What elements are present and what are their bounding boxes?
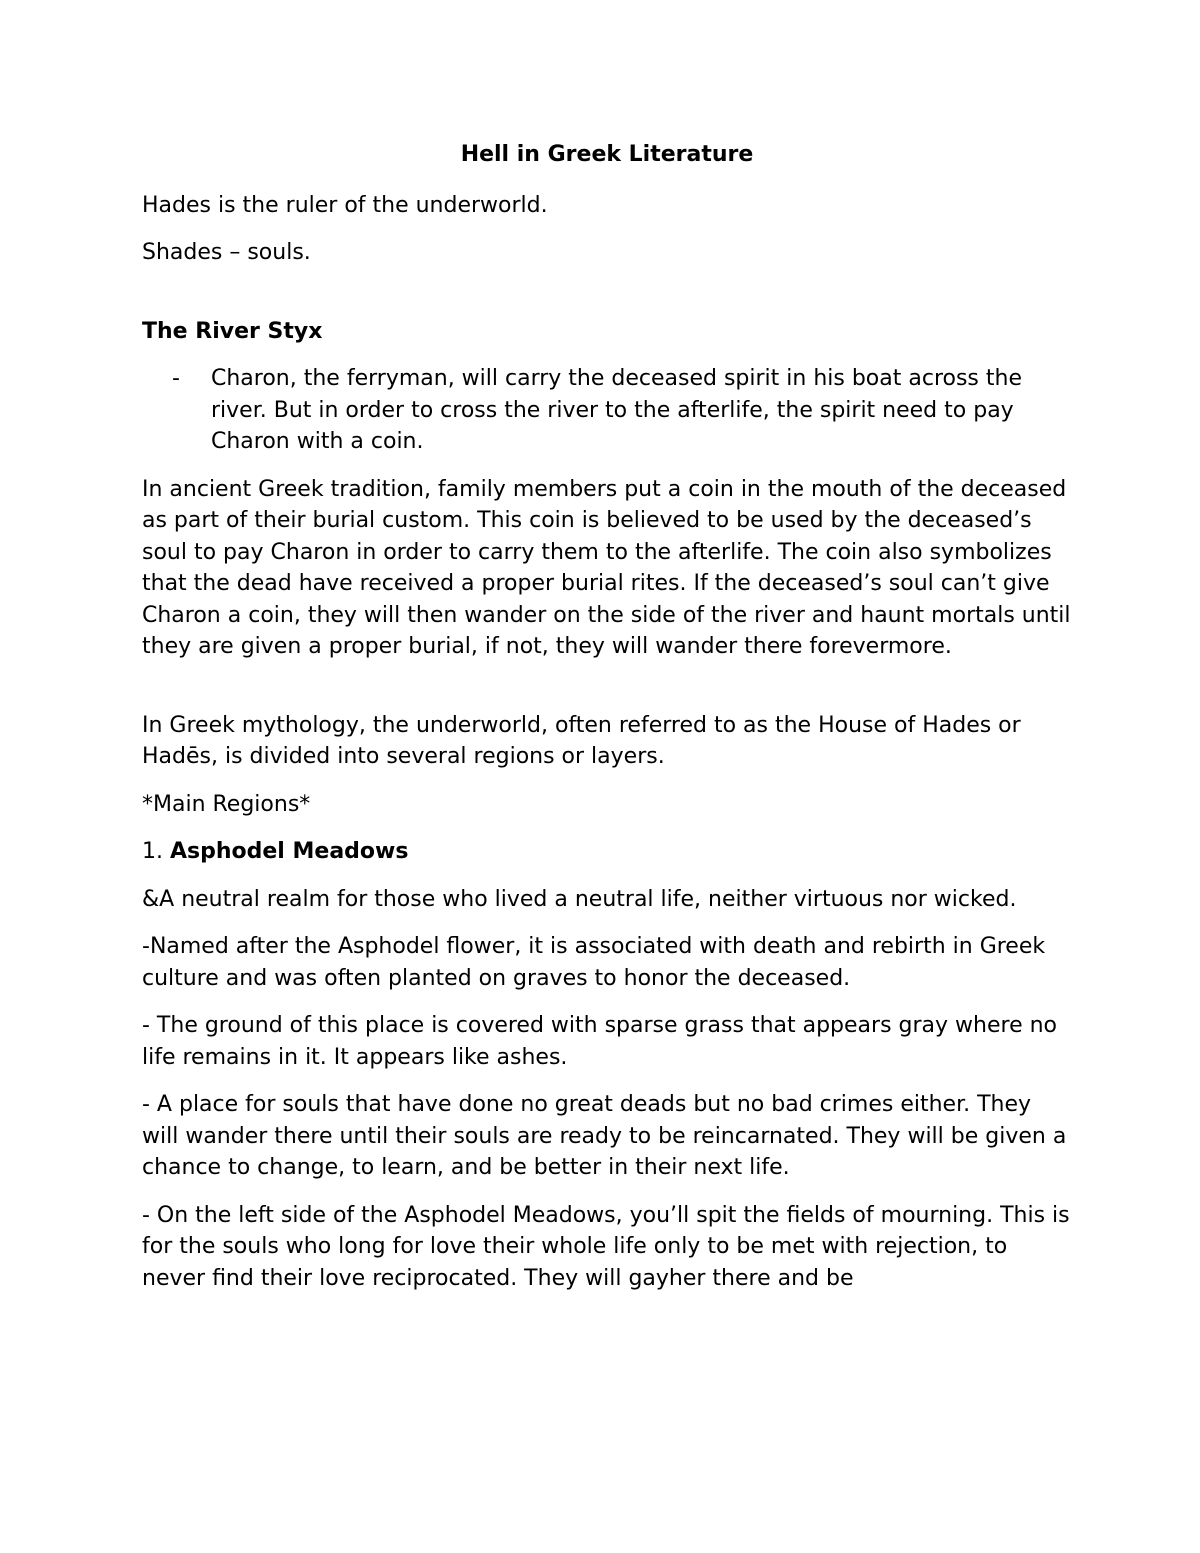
blank-line — [142, 679, 1072, 710]
region-point-4: - A place for souls that have done no great deads but no bad crimes either. They will wander there until their souls are ready to be reincarnated. They will be given a chance to change, to learn, and be better in their next life. — [142, 1092, 1067, 1180]
main-regions-label: *Main Regions* — [142, 791, 311, 817]
list-item — [142, 363, 1072, 458]
intro-paragraph-1: Hades is the ruler of the underworld. — [142, 192, 548, 218]
region-point-3: - The ground of this place is covered with sparse grass that appears gray where no life remains in it. It appears like ashes. — [142, 1013, 1058, 1070]
region-point-5: - On the left side of the Asphodel Meadows, you’ll spit the fields of mourning. This is for the souls who long for love their whole life only to be met with rejection, to never find their love reciprocated. They will gayher there and be — [142, 1202, 1070, 1291]
paragraph-underworld-intro: In Greek mythology, the underworld, often referred to as the House of Hades or Hadēs, is divided into several regions or layers. — [142, 712, 1021, 769]
region-number: 1. — [142, 839, 170, 864]
document-title: Hell in Greek Literature — [460, 142, 754, 167]
bullet-marker: - — [172, 366, 180, 391]
region-point-1: &A neutral realm for those who lived a neutral life, neither virtuous nor wicked. — [142, 886, 1017, 912]
document-body — [142, 139, 1072, 1310]
region-name: Asphodel Meadows — [169, 839, 409, 864]
region-heading-asphodel — [142, 836, 1072, 868]
paragraph-burial-custom: In ancient Greek tradition, family members put a coin in the mouth of the deceased as part of their burial custom. This coin is believed to be used by the deceased’s soul to pay Charon in order to carry them to the afterlife. The coin also symbolizes that the dead have received a proper burial rites. If the deceased’s soul can’t give Charon a coin, they will then wander on the side of the river and haunt mortals until they are given a proper burial, if not, they will wander there forevermore. — [142, 476, 1071, 659]
region-point-2: -Named after the Asphodel flower, it is associated with death and rebirth in Greek culture and was often planted on graves to honor the deceased. — [142, 934, 1046, 991]
intro-paragraph-2: Shades – souls. — [142, 240, 311, 265]
section-heading-river-styx: The River Styx — [142, 318, 323, 344]
bullet-text: Charon, the ferryman, will carry the deceased spirit in his boat across the river. But in order to cross the river to the afterlife, the spirit need to pay Charon with a coin. — [211, 366, 1022, 454]
blank-line — [142, 285, 1072, 316]
